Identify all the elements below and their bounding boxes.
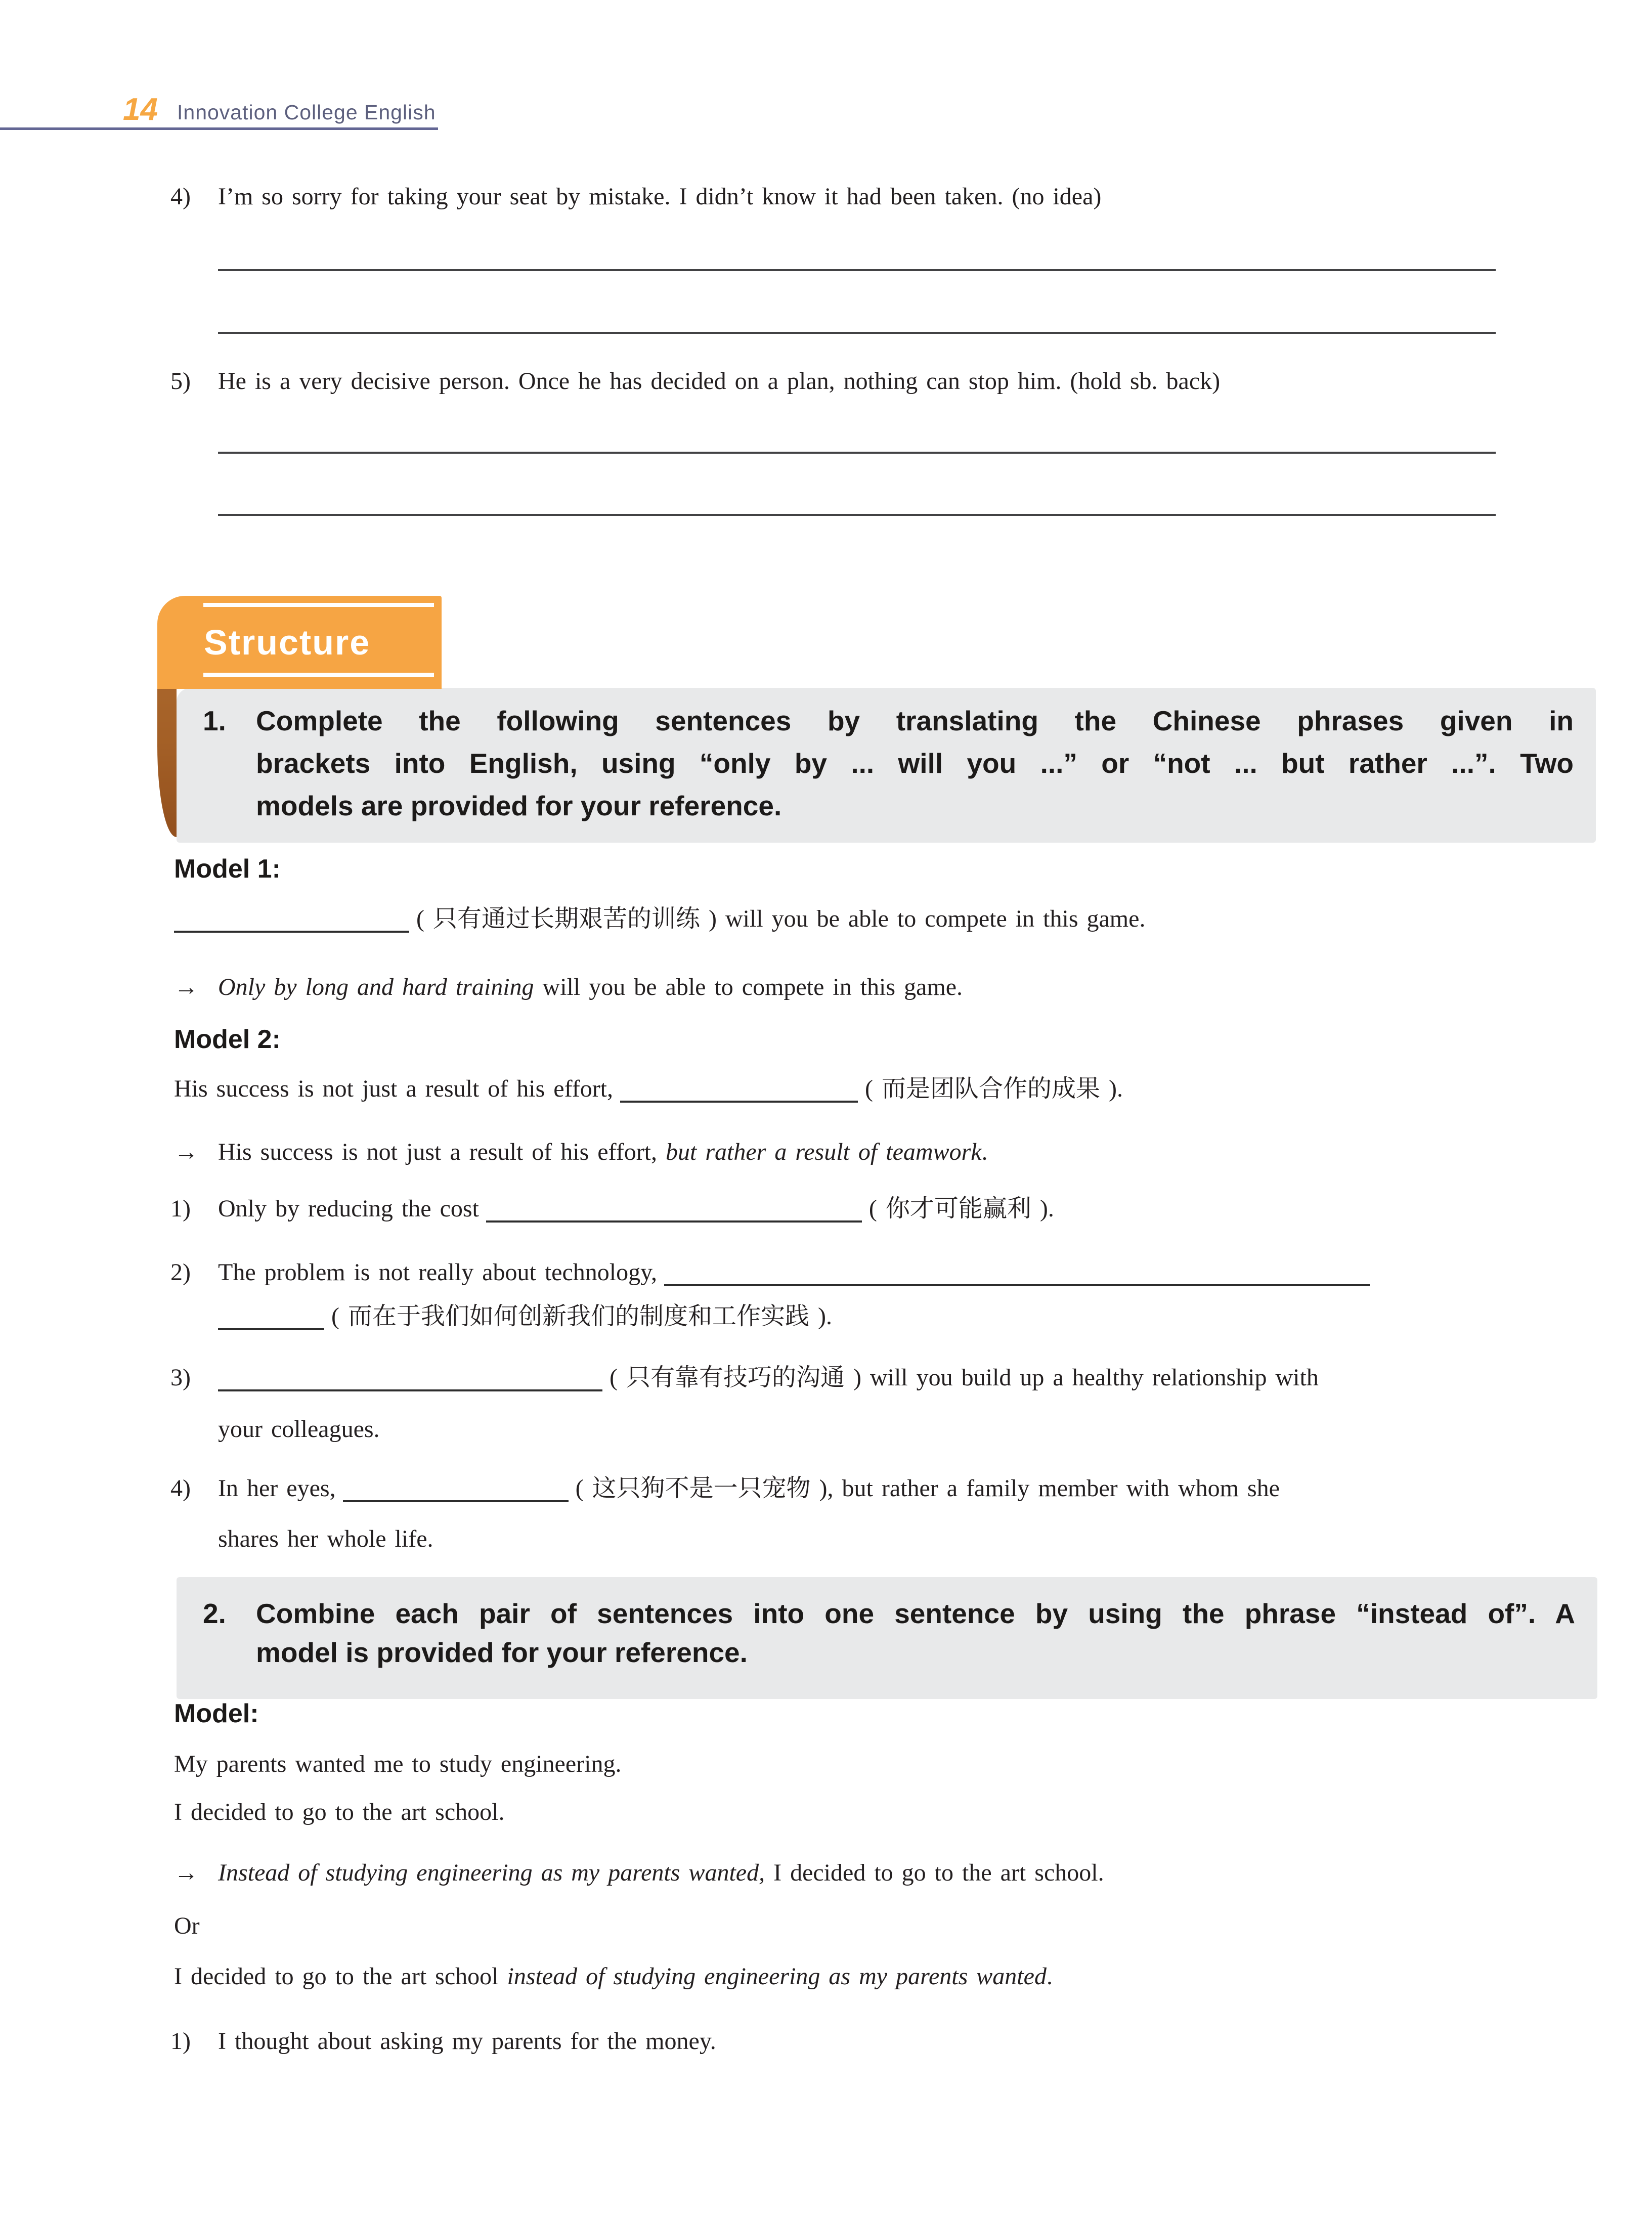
- exercise-item-4: [170, 182, 1101, 212]
- instruction-line: model is provided for your reference.: [256, 1637, 748, 1668]
- model-sentence-1: [174, 1750, 621, 1779]
- or-text: Or: [174, 1912, 200, 1939]
- blank-line: [620, 1076, 858, 1103]
- instruction-line: Combine each pair of sentences into one sentence by using the phrase “instead of”. A: [256, 1598, 1575, 1629]
- model-or: [174, 1911, 200, 1941]
- task1-item-4-cont: [218, 1524, 433, 1554]
- item-text: ( 你才可能赢利 ).: [868, 1195, 1054, 1222]
- task2-item-1: [170, 2027, 716, 2057]
- item-number: 4): [170, 1475, 191, 1502]
- task1-instruction-box: [177, 688, 1596, 843]
- instruction-line: models are provided for your reference.: [256, 790, 782, 821]
- answer-italic: but rather a result of teamwork: [666, 1139, 982, 1165]
- answer-line: [218, 514, 1496, 516]
- item-text: I thought about asking my parents for the money.: [218, 2028, 716, 2055]
- answer-text: I decided to go to the art school.: [773, 1859, 1104, 1886]
- task-number: 2.: [203, 1598, 226, 1629]
- item-number: 3): [170, 1364, 191, 1391]
- blank-line: [174, 906, 409, 933]
- item-text: He is a very decisive person. Once he has decided on a plan, nothing can stop him. (hold sb. back): [218, 368, 1221, 395]
- item-number: 2): [170, 1259, 191, 1286]
- sentence-text: My parents wanted me to study engineering.: [174, 1751, 622, 1777]
- blank-line: [486, 1196, 862, 1223]
- item-number: 1): [170, 1195, 191, 1222]
- answer-text: I decided to go to the art school: [174, 1963, 499, 1990]
- task2-instruction-box: [177, 1577, 1597, 1699]
- blank-line: [664, 1260, 1370, 1286]
- item-number: 4): [170, 183, 191, 210]
- item-text: ( 只有靠有技巧的沟通 ) will you build up a healthy relationship with: [610, 1364, 1319, 1391]
- answer-text: will you be able to compete in this game.: [542, 974, 963, 1000]
- model2-label: Model 2:: [174, 1025, 281, 1054]
- item-text: shares her whole life.: [218, 1525, 433, 1552]
- item-text: Only by reducing the cost: [218, 1195, 479, 1222]
- task2-model-label: Model:: [174, 1699, 259, 1728]
- item-number: 1): [170, 2028, 191, 2055]
- model-answer-1: [174, 1858, 1104, 1888]
- header-rule: [0, 127, 438, 130]
- model2-question: [174, 1074, 1123, 1104]
- instruction-line: Complete the following sentences by translating the Chinese phrases given in: [256, 705, 1574, 736]
- page-number: 14: [123, 92, 158, 127]
- question-text: ( 而是团队合作的成果 ).: [865, 1075, 1123, 1102]
- section-title: Structure: [204, 623, 371, 662]
- answer-end: .: [1046, 1963, 1053, 1990]
- instruction-line: brackets into English, using “only by ... will you ...” or “not ... but rather ...”. Two: [256, 748, 1574, 779]
- sentence-text: I decided to go to the art school.: [174, 1799, 505, 1825]
- item-text: your colleagues.: [218, 1416, 380, 1443]
- question-text: His success is not just a result of his effort,: [174, 1075, 614, 1102]
- item-text: The problem is not really about technology,: [218, 1259, 658, 1286]
- question-text: ( 只有通过长期艰苦的训练 ) will you be able to compete in this game.: [416, 905, 1146, 932]
- model2-answer: [174, 1138, 988, 1167]
- item-text: I’m so sorry for taking your seat by mistake. I didn’t know it had been taken. (no idea): [218, 183, 1102, 210]
- model-sentence-2: [174, 1798, 505, 1827]
- task1-item-1: [170, 1194, 1054, 1224]
- task1-item-4: [170, 1474, 1280, 1504]
- model1-label: Model 1:: [174, 854, 281, 884]
- item-text: In her eyes,: [218, 1475, 336, 1502]
- tab-rule-bottom: [203, 673, 434, 677]
- item-text: ( 而在于我们如何创新我们的制度和工作实践 ).: [331, 1303, 832, 1330]
- exercise-item-5: [170, 367, 1220, 397]
- model-answer-2: [174, 1962, 1053, 1992]
- answer-end: .: [981, 1139, 988, 1165]
- model1-answer: [174, 973, 963, 1002]
- book-title: Innovation College English: [177, 101, 436, 124]
- answer-italic: Only by long and hard training: [218, 974, 534, 1000]
- task1-item-3-cont: [218, 1415, 380, 1445]
- item-number: 5): [170, 368, 191, 395]
- item-text: ( 这只狗不是一只宠物 ), but rather a family member with whom she: [575, 1475, 1280, 1502]
- blank-line: [343, 1476, 569, 1502]
- answer-italic: instead of studying engineering as my parents wanted: [507, 1963, 1047, 1990]
- answer-line: [218, 332, 1496, 334]
- answer-italic: Instead of studying engineering as my parents wanted,: [218, 1859, 765, 1886]
- task1-item-3: [170, 1363, 1319, 1393]
- task-number: 1.: [203, 705, 226, 736]
- answer-text: His success is not just a result of his effort,: [218, 1139, 658, 1165]
- task1-item-2: [170, 1258, 1377, 1288]
- model1-question: [174, 904, 1145, 934]
- task1-item-2-cont: [218, 1302, 832, 1332]
- tab-rule-top: [203, 603, 434, 607]
- answer-line: [218, 452, 1496, 454]
- section-tab-structure: [157, 596, 442, 689]
- blank-line: [218, 1304, 324, 1330]
- blank-line: [218, 1365, 602, 1391]
- arrow-icon: →: [174, 974, 198, 1000]
- arrow-icon: →: [174, 1139, 198, 1165]
- answer-line: [218, 269, 1496, 271]
- arrow-icon: →: [174, 1859, 198, 1886]
